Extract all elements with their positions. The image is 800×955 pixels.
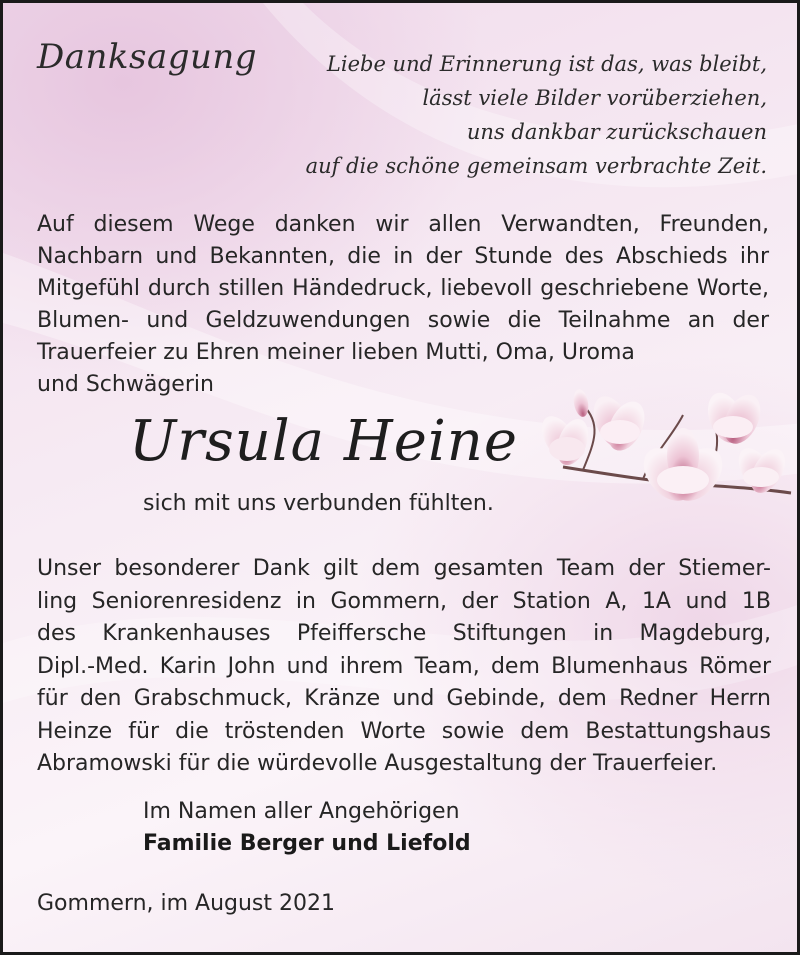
- heading-danksagung: Danksagung: [37, 37, 258, 77]
- signature-family: Familie Berger und Liefold: [143, 831, 471, 856]
- place-and-date: Gommern, im August 2021: [37, 891, 335, 916]
- thanks-paragraph-1-end: und Schwägerin: [37, 372, 214, 397]
- poem-line: auf die schöne gemeinsam verbrachte Zeit.: [305, 154, 767, 178]
- thanks-paragraph-2-line: Abramowski für die würdevolle Ausgestaltung der Trauerfeier.: [37, 751, 718, 776]
- signature-intro: Im Namen aller Angehörigen: [143, 799, 460, 824]
- thanks-paragraph-2-line: Dipl.-Med. Karin John und ihrem Team, dem Blumenhaus Römer: [37, 653, 771, 679]
- thanks-paragraph-1: [37, 209, 769, 401]
- thanks-paragraph-2-line: Heinze für die tröstenden Worte sowie dem Bestattungshaus: [37, 718, 771, 744]
- poem-line: uns dankbar zurückschauen: [466, 120, 767, 144]
- deceased-name: Ursula Heine: [129, 409, 518, 474]
- connection-line: sich mit uns verbunden fühlten.: [143, 491, 494, 516]
- poem-line: Liebe und Erinnerung ist das, was bleibt,: [326, 52, 767, 76]
- thanks-paragraph-2: [37, 553, 771, 781]
- poem-line: lässt viele Bilder vorüberziehen,: [422, 86, 767, 110]
- thanks-paragraph-1-text: Auf diesem Wege danken wir allen Verwandten, Freunden, Nachbarn und Bekannten, die in der Stunde des Abschieds ihr Mitgefühl durch stillen Händedruck, liebevoll geschriebene Worte, Blumen- und Geldzuwendungen sowie die Teilnahme an der Trauerfeier zu Ehren meiner lieben Mutti, Oma, Uroma: [37, 212, 769, 365]
- magnolia-branch-image: [523, 375, 795, 535]
- thanks-paragraph-2-line: für den Grabschmuck, Kränze und Gebinde, dem Redner Herrn: [37, 686, 771, 711]
- poem: [287, 47, 767, 183]
- thanks-paragraph-2-line: des Krankenhauses Pfeiffersche Stiftungen in Magdeburg,: [37, 621, 771, 646]
- thanks-paragraph-2-line: Unser besonderer Dank gilt dem gesamten Team der Stiemer-: [37, 556, 771, 581]
- thanks-paragraph-2-line: ling Seniorenresidenz in Gommern, der Station A, 1A und 1B: [37, 588, 771, 614]
